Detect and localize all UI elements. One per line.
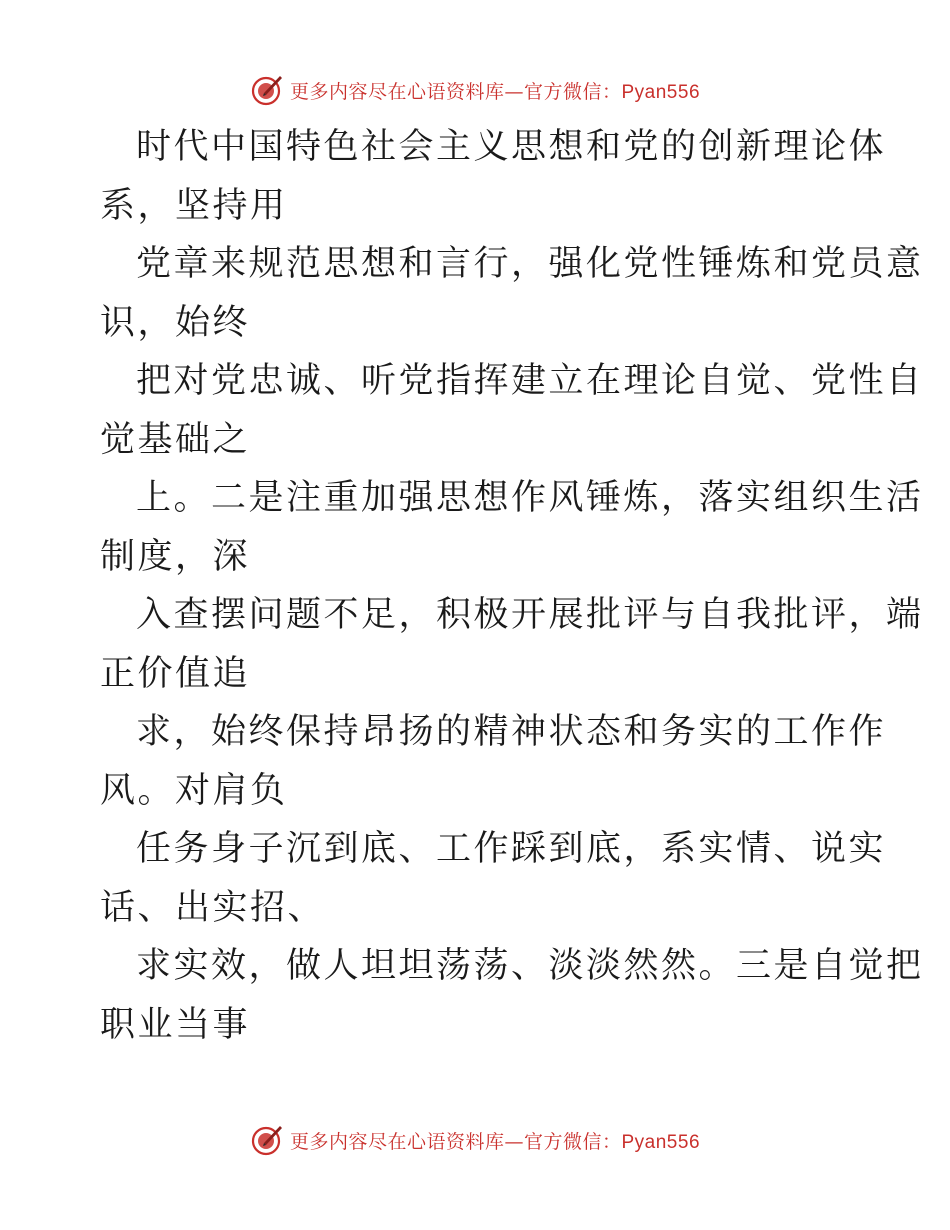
text-line: 觉基础之 (100, 419, 251, 460)
text-line: 求，始终保持昂扬的精神状态和务实的工作作 (136, 712, 887, 752)
body-text (100, 118, 924, 1054)
text-line: 识，始终 (100, 302, 251, 343)
text-line: 话、出实招、 (100, 887, 326, 928)
text-line: 上。二是注重加强思想作风锤炼，落实组织生活 (136, 478, 924, 518)
quill-pen-seal-icon (250, 73, 284, 107)
text-line: 入查摆问题不足，积极开展批评与自我批评，端 (136, 595, 924, 635)
text-line: 求实效，做人坦坦荡荡、淡淡然然。三是自觉把 (136, 946, 924, 986)
banner-wechat-handle: Pyan556 (621, 1131, 701, 1153)
text-line: 党章来规范思想和言行，强化党性锤炼和党员意 (136, 244, 924, 284)
header-banner (0, 70, 950, 110)
text-line: 正价值追 (100, 653, 251, 694)
text-line: 制度，深 (100, 536, 251, 577)
text-line: 系，坚持用 (100, 185, 288, 226)
footer-banner (0, 1120, 950, 1160)
text-line: 任务身子沉到底、工作踩到底，系实情、说实 (136, 829, 887, 869)
banner-wechat-handle: Pyan556 (621, 81, 701, 103)
text-line: 职业当事 (100, 1004, 251, 1045)
banner-text: 更多内容尽在心语资料库—官方微信：Pyan556 (289, 80, 701, 103)
text-line: 把对党忠诚、听党指挥建立在理论自觉、党性自 (136, 361, 924, 401)
text-line: 风。对肩负 (100, 770, 288, 811)
banner-text: 更多内容尽在心语资料库—官方微信：Pyan556 (289, 1130, 701, 1153)
quill-pen-seal-icon (250, 1123, 284, 1157)
text-line: 时代中国特色社会主义思想和党的创新理论体 (136, 127, 887, 167)
